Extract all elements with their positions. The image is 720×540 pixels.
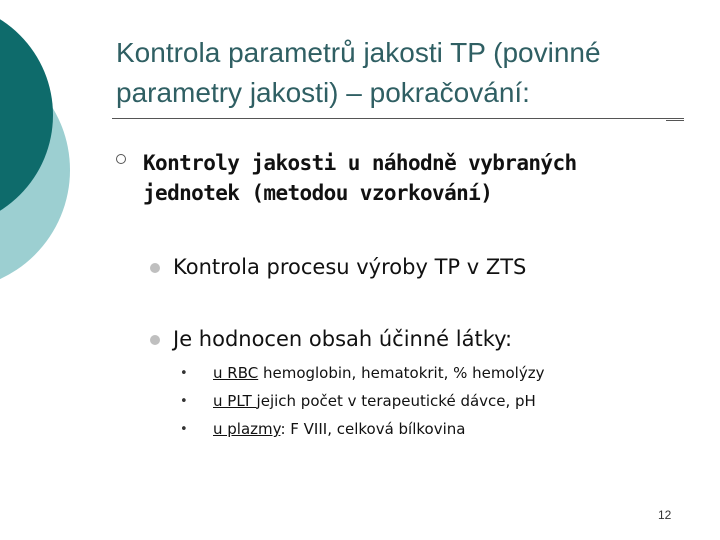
level3-item-plasma xyxy=(213,418,465,440)
item-text-plt: jejich počet v terapeutické dávce, pH xyxy=(256,392,536,410)
item-text-plasma: : F VIII, celková bílkovina xyxy=(280,420,466,438)
level3-bullet-marker-plasma: • xyxy=(180,422,188,437)
item-text-rbc: hemoglobin, hematokrit, % hemolýzy xyxy=(258,364,545,382)
level2-bullet-active-content: Je hodnocen obsah účinné látky: xyxy=(173,327,513,351)
level2-bullet-process-control: Kontrola procesu výroby TP v ZTS xyxy=(173,255,527,279)
level1-bullet-text xyxy=(143,148,703,208)
title-divider xyxy=(112,118,684,119)
level1-bullet-line-1: Kontroly jakosti u náhodně vybraných xyxy=(143,151,577,175)
level3-item-rbc xyxy=(213,362,544,384)
slide-title xyxy=(116,33,696,113)
slide-title-line-1: Kontrola parametrů jakosti TP (povinné xyxy=(116,37,601,68)
decorative-circles xyxy=(0,0,90,300)
page-number: 12 xyxy=(658,508,672,522)
level1-bullet-line-2: jednotek (metodou vzorkování) xyxy=(143,181,493,205)
slide-title-line-2: parametry jakosti) – pokračování: xyxy=(116,77,530,108)
level1-bullet-marker xyxy=(116,154,126,164)
level3-bullet-marker-plt: • xyxy=(180,394,188,409)
level3-item-plt xyxy=(213,390,536,412)
title-divider-accent xyxy=(666,120,684,121)
item-label-rbc: u RBC xyxy=(213,364,259,382)
level2-bullet-marker-2 xyxy=(150,335,160,345)
item-label-plt: u PLT xyxy=(213,392,257,410)
level2-bullet-marker-1 xyxy=(150,263,160,273)
level3-bullet-marker-rbc: • xyxy=(180,366,188,381)
item-label-plasma: u plazmy xyxy=(213,420,281,438)
